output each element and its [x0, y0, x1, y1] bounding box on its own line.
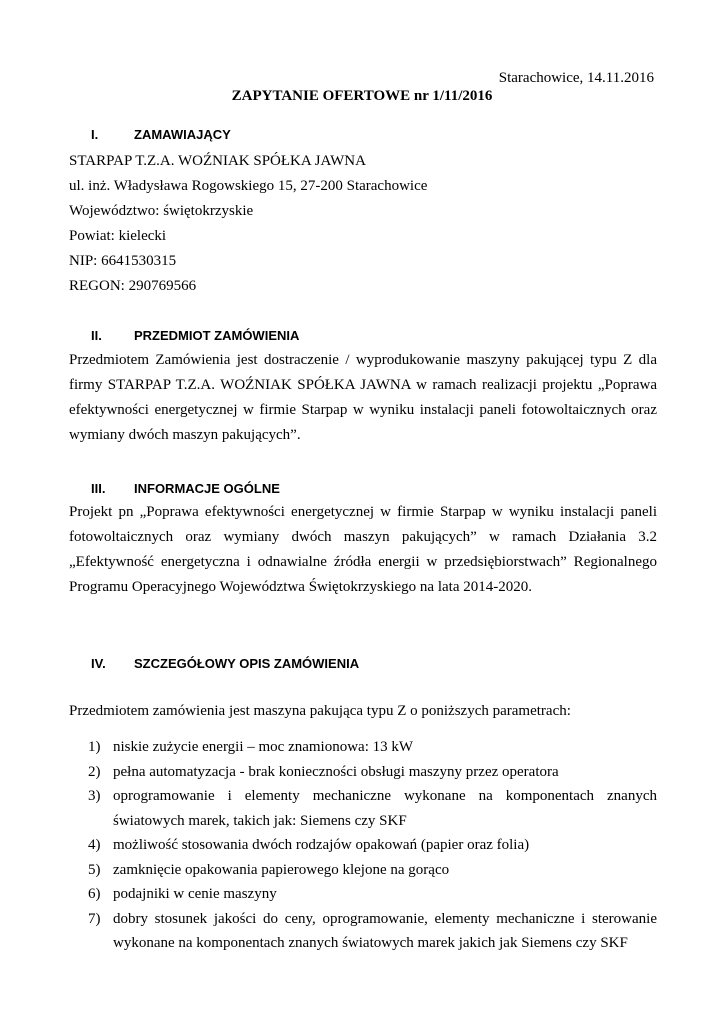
- company-name: STARPAP T.Z.A. WOŹNIAK SPÓŁKA JAWNA: [69, 153, 366, 169]
- section-title: PRZEDMIOT ZAMÓWIENIA: [134, 328, 300, 343]
- company-nip: NIP: 6641530315: [69, 253, 177, 269]
- section-number: II.: [91, 328, 102, 343]
- section-paragraph: Projekt pn „Poprawa efektywności energetycznej w firmie Starpap w wyniku instalacji paneli fotowoltaicznych oraz wymiany dwóch maszyn pakujących” w ramach Działania 3.2 „Efektywność energetyczna i odnawialne źródła energii w przedsiębiorstwach” Regionalnego Programu Operacyjnego Województwa Świętokrzyskiego na lata 2014-2020.: [69, 504, 657, 595]
- company-regon: REGON: 290769566: [69, 278, 197, 294]
- section-title: SZCZEGÓŁOWY OPIS ZAMÓWIENIA: [134, 656, 360, 671]
- list-item: 5) zamknięcie opakowania papierowego klejone na gorąco: [88, 861, 450, 878]
- section-number: I.: [91, 127, 99, 142]
- section-heading-przedmiot: [91, 328, 299, 343]
- parameter-list: [69, 735, 657, 956]
- company-county: Powiat: kielecki: [69, 228, 167, 244]
- section-number: IV.: [91, 656, 106, 671]
- section-heading-opis: [91, 656, 359, 671]
- section-title: ZAMAWIAJĄCY: [134, 127, 231, 142]
- list-item: 2) pełna automatyzacja - brak konieczności obsługi maszyny przez operatora: [88, 763, 559, 780]
- section-heading-informacje: [91, 481, 280, 496]
- list-item: 1) niskie zużycie energii – moc znamionowa: 13 kW: [88, 739, 414, 755]
- list-item: 4) możliwość stosowania dwóch rodzajów opakowań (papier oraz folia): [88, 837, 530, 853]
- company-voivodeship: Województwo: świętokrzyskie: [69, 203, 254, 219]
- document-title: ZAPYTANIE OFERTOWE nr 1/11/2016: [231, 88, 493, 104]
- section-intro: Przedmiotem zamówienia jest maszyna pakująca typu Z o poniższych parametrach:: [69, 703, 571, 719]
- section-number: III.: [91, 481, 106, 496]
- section-heading-zamawiajacy: [91, 127, 231, 142]
- list-item: 3) oprogramowanie i elementy mechaniczne wykonane na komponentach znanych światowych marek, takich jak: Siemens czy SKF: [88, 788, 657, 829]
- section-paragraph: Przedmiotem Zamówienia jest dostraczenie / wyprodukowanie maszyny pakującej typu Z dla firmy STARPAP T.Z.A. WOŹNIAK SPÓŁKA JAWNA w ramach realizacji projektu „Poprawa efektywności energetycznej w firmie Starpap w wyniku instalacji paneli fotowoltaicznych oraz wymiany dwóch maszyn pakujących”.: [69, 352, 657, 443]
- section-title: INFORMACJE OGÓLNE: [134, 481, 280, 496]
- company-address: ul. inż. Władysława Rogowskiego 15, 27-200 Starachowice: [69, 178, 428, 194]
- date-line: Starachowice, 14.11.2016: [498, 70, 654, 86]
- list-item: 7) dobry stosunek jakości do ceny, oprogramowanie, elementy mechaniczne i sterowanie wykonane na komponentach znanych światowych marek jakich jak Siemens czy SKF: [88, 910, 657, 951]
- list-item: 6) podajniki w cenie maszyny: [88, 886, 277, 902]
